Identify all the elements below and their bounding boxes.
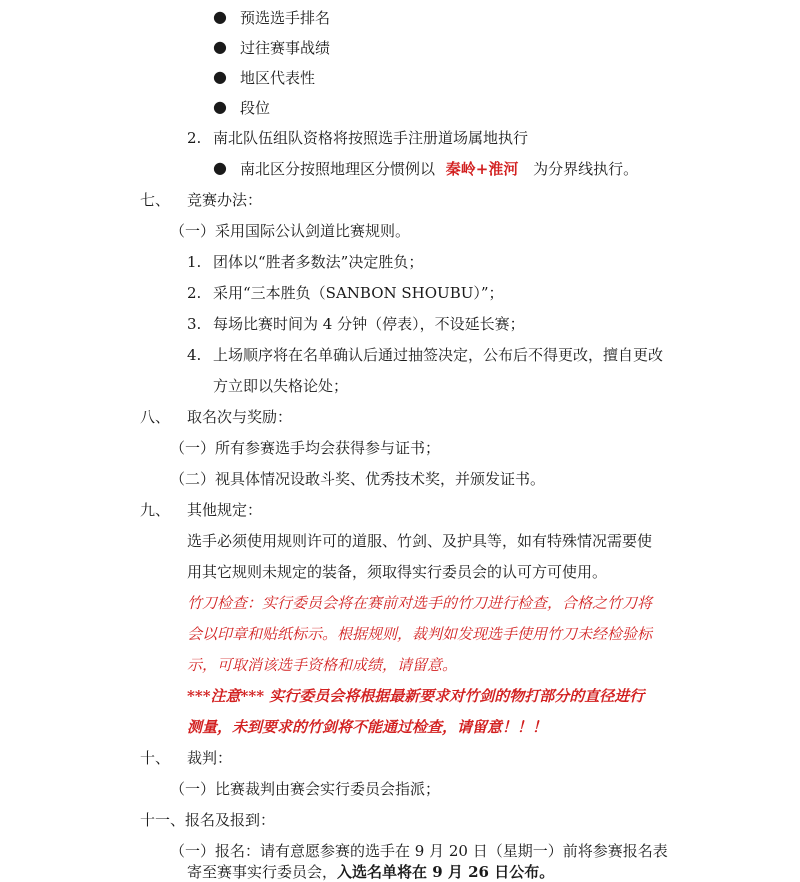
bullet-dot: ● xyxy=(213,158,227,177)
section-number: 八、 xyxy=(140,408,171,426)
notice-line: 竹刀检查：实行委员会将在赛前对选手的竹刀进行检查，合格之竹刀将 xyxy=(187,594,653,612)
list-item xyxy=(240,159,638,179)
highlight-text: 秦岭+淮河 xyxy=(445,160,519,178)
section-title: 十一、报名及报到： xyxy=(140,811,276,829)
section-number: 七、 xyxy=(140,191,171,209)
list-item: 地区代表性 xyxy=(240,69,316,87)
list-item: 预选选手排名 xyxy=(240,9,331,27)
list-item: 段位 xyxy=(240,99,271,117)
list-item: 团体以“胜者多数法”决定胜负； xyxy=(213,253,424,271)
list-item: 南北队伍组队资格将按照选手注册道场属地执行 xyxy=(213,129,529,147)
list-item-cont: 方立即以失格论处； xyxy=(213,377,349,395)
subsection: （一）所有参赛选手均会获得参与证书； xyxy=(170,439,441,457)
item-number: 3. xyxy=(187,315,202,333)
text-pre: 南北区分按照地理区分惯例以 xyxy=(240,160,436,178)
subsection: （二）视具体情况设敢斗奖、优秀技术奖，并颁发证书。 xyxy=(170,470,546,488)
bullet-dot: ● xyxy=(213,97,227,116)
section-number: 九、 xyxy=(140,501,171,519)
warning-line: ***注意*** 实行委员会将根据最新要求对竹剑的物打部分的直径进行 xyxy=(187,687,645,705)
section-title: 竞赛办法： xyxy=(187,191,263,209)
warning-line: 测量，未到要求的竹剑将不能通过检查，请留意！！！ xyxy=(187,718,548,736)
section-title: 取名次与奖励： xyxy=(187,408,293,426)
notice-line: 示，可取消该选手资格和成绩，请留意。 xyxy=(187,656,458,674)
item-number: 2. xyxy=(187,284,202,302)
paragraph-line: 用其它规则未规定的装备，须取得实行委员会的认可方可使用。 xyxy=(187,563,608,581)
section-title: 裁判： xyxy=(187,749,233,767)
section-number: 十、 xyxy=(140,749,171,767)
item-number: 2. xyxy=(187,129,202,147)
subsection: （一）报名：请有意愿参赛的选手在 9 月 20 日（星期一）前将参赛报名表 xyxy=(170,842,668,860)
text-post: 为分界线执行。 xyxy=(533,160,639,178)
item-number: 1. xyxy=(187,253,202,271)
subsection: （一）采用国际公认剑道比赛规则。 xyxy=(170,222,411,240)
text-pre: 寄至赛事实行委员会， xyxy=(187,863,338,881)
bullet-dot: ● xyxy=(213,37,227,56)
list-item: 过往赛事战绩 xyxy=(240,39,331,57)
list-item: 每场比赛时间为 4 分钟（停表），不设延长赛； xyxy=(213,315,525,333)
paragraph-line: 选手必须使用规则许可的道服、竹剑、及护具等，如有特殊情况需要使 xyxy=(187,532,653,550)
bullet-dot: ● xyxy=(213,7,227,26)
list-item: 采用“三本胜负（SANBON SHOUBU）”； xyxy=(213,284,504,302)
section-title: 其他规定： xyxy=(187,501,263,519)
list-item: 上场顺序将在名单确认后通过抽签决定，公布后不得更改，擅自更改 xyxy=(213,346,664,364)
bullet-dot: ● xyxy=(213,67,227,86)
item-number: 4. xyxy=(187,346,202,364)
notice-line: 会以印章和贴纸标示。根据规则，裁判如发现选手使用竹刀未经检验标 xyxy=(187,625,653,643)
subsection-cont xyxy=(187,862,554,882)
subsection: （一）比赛裁判由赛会实行委员会指派； xyxy=(170,780,441,798)
bold-text: 入选名单将在 9 月 26 日公布。 xyxy=(337,863,555,881)
